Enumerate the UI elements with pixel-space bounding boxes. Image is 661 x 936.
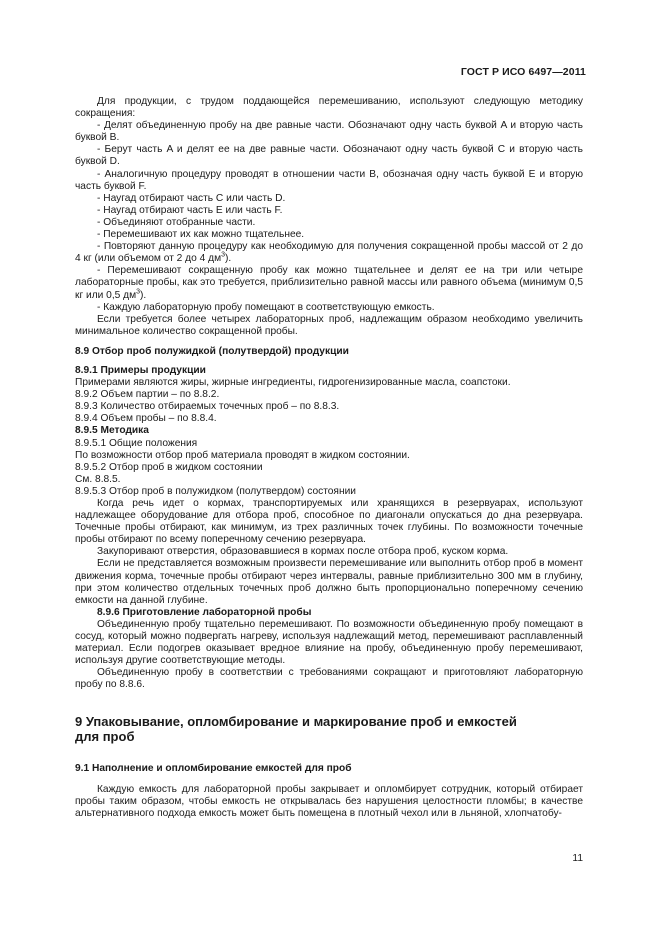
step-repeat: - Повторяют данную процедуру как необходимую для получения сокращенной пробы массой от 2 до 4 кг (или объемом от 2 до 4 $дм^3$). xyxy=(75,241,583,265)
step-divide-lab: - Перемешивают сокращенную пробу как можно тщательнее и делят ее на три или четыре лабораторные пробы, как это требуется, приблизительно равной массы или равного объема (минимум 0,5 кг или 0,5 $дм^3$). xyxy=(75,265,583,301)
section-8-9-5-3-para-3: Если не представляется возможным произвести перемешивание или выполнить отбор проб в момент движения корма, точечные пробы отбирают через интервалы, равные приблизительно 300 мм в глубину, при этом количество отдельных точечных проб должно быть пропорционально поперечному сечению емкости на данной глубине. xyxy=(75,558,583,606)
section-8-9-5-3-para-2: Закупоривают отверстия, образовавшиеся в кормах после отбора проб, куском корма. xyxy=(97,546,509,558)
page-body xyxy=(75,96,583,820)
section-9-1-para-1: Каждую емкость для лабораторной пробы закрывает и опломбирует сотрудник, который отбирает пробы таким образом, чтобы емкость не открывалась без нарушения целостности пломбы; в качестве альтернативного подхода емкость может быть помещена в плотный чехол или в льняной, хлопчатобу- xyxy=(75,783,583,819)
section-8-9-6-heading: 8.9.6 Приготовление лабораторной пробы xyxy=(97,606,312,618)
section-8-9-1-text: Примерами являются жиры, жирные ингредиенты, гидрогенизированные масла, соапстоки. xyxy=(75,377,511,389)
section-8-9-5-3-para-1: Когда речь идет о кормах, транспортируемых или хранящихся в резервуарах, используют надлежащее оборудование для отбора проб, способное по диагонали опускаться до дна резервуара. Точечные пробы отбирают, как минимум, из трех различных точек глубины. По возможности точечные пробы отбирают по всему поперечному сечению резервуара. xyxy=(75,498,583,546)
step-select-cd: - Наугад отбирают часть C или часть D. xyxy=(97,192,286,204)
section-8-9-5-3-heading: 8.9.5.3 Отбор проб в полужидком (полутвердом) состоянии xyxy=(75,485,356,497)
section-8-9-6-para-1: Объединенную пробу тщательно перемешивают. По возможности объединенную пробу помещают в сосуд, который можно подвергать нагреву, используя надлежащий метод, перемешивают расплавленный материал. Если подогрев оказывает вредное влияние на пробу, объединенную пробу перемешивают, используя другие соответствующие методы. xyxy=(75,618,583,667)
section-8-9-5-1-text: По возможности отбор проб материала проводят в жидком состоянии. xyxy=(75,449,410,461)
step-container: - Каждую лабораторную пробу помещают в соответствующую емкость. xyxy=(97,301,435,313)
section-9-heading: 9 Упаковывание, опломбирование и маркирование проб и емкостей для проб xyxy=(75,713,517,744)
section-8-9-4: 8.9.4 Объем пробы – по 8.8.4. xyxy=(75,413,217,425)
note-more-samples: Если требуется более четырех лабораторных проб, надлежащим образом необходимо увеличить минимальное количество сокращенной пробы. xyxy=(75,313,583,337)
section-8-9-1-heading: 8.9.1 Примеры продукции xyxy=(75,364,206,376)
section-8-9-5-1-heading: 8.9.5.1 Общие положения xyxy=(75,437,198,449)
section-8-9-heading: 8.9 Отбор проб полужидкой (полутвердой) продукции xyxy=(75,345,349,357)
section-9-1-heading: 9.1 Наполнение и опломбирование емкостей для проб xyxy=(75,762,352,774)
section-8-9-2: 8.9.2 Объем партии – по 8.8.2. xyxy=(75,389,220,401)
step-select-ef: - Наугад отбирают часть E или часть F. xyxy=(97,204,283,216)
step-divide-a: - Берут часть A и делят ее на две равные части. Обозначают одну часть буквой C и вторую часть буквой D. xyxy=(75,144,583,168)
page-number: 11 xyxy=(572,853,583,864)
section-8-9-5-heading: 8.9.5 Методика xyxy=(75,425,149,437)
step-combine: - Объединяют отобранные части. xyxy=(97,216,256,228)
section-8-9-3: 8.9.3 Количество отбираемых точечных проб – по 8.8.3. xyxy=(75,401,340,413)
section-8-9-6-para-2: Объединенную пробу в соответствии с требованиями сокращают и приготовляют лабораторную пробу по 8.8.6. xyxy=(75,667,583,691)
intro-paragraph: Для продукции, с трудом поддающейся перемешиванию, используют следующую методику сокращения: xyxy=(75,96,583,120)
step-divide-b: - Аналогичную процедуру проводят в отношении части B, обозначая одну часть буквой E и вторую часть буквой F. xyxy=(75,168,583,192)
step-mix: - Перемешивают их как можно тщательнее. xyxy=(97,229,305,241)
standard-code-header: ГОСТ Р ИСО 6497—2011 xyxy=(460,66,586,78)
section-8-9-5-2-heading: 8.9.5.2 Отбор проб в жидком состоянии xyxy=(75,461,263,473)
step-divide-ab: - Делят объединенную пробу на две равные части. Обозначают одну часть буквой A и вторую часть буквой B. xyxy=(75,120,583,144)
section-8-9-5-2-text: См. 8.8.5. xyxy=(75,473,121,485)
